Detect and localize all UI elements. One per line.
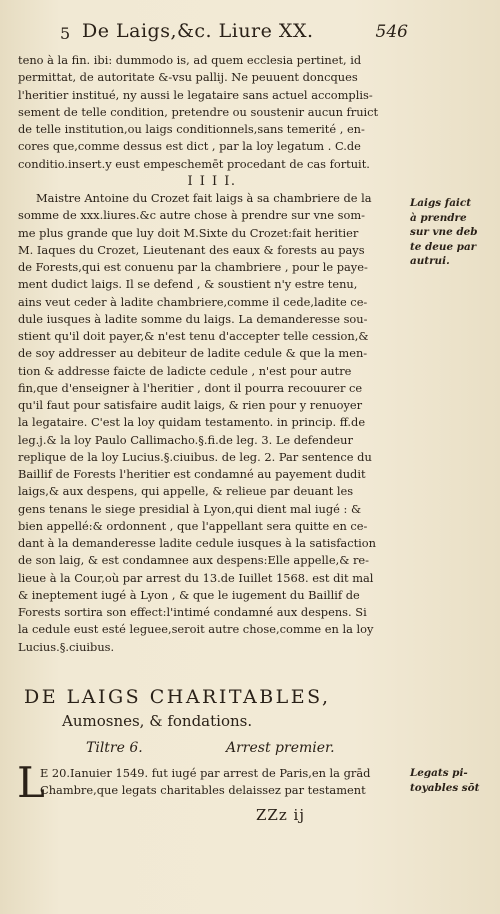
text-line: stient qu'il doit payer,& n'est tenu d'accepter telle cession,& — [18, 329, 369, 343]
text-line: & ineptement iugé à Lyon , & que le iugement du Baillif de — [18, 587, 360, 602]
text-line: replique de la loy Lucius.§.ciuibus. de leg. 2. Par sentence du — [18, 449, 372, 464]
signature-mark: ZZz ij — [256, 806, 305, 824]
text-line: sement de telle condition, pretendre ou soustenir aucun fruict — [18, 104, 379, 119]
text-line: conditio.insert.y eust empeschemēt procedant de cas fortuit. — [18, 156, 370, 171]
text-line: bien appellé:& ordonnent , que l'appellant sera quitte en ce- — [18, 518, 368, 533]
margin-note-line: toyables sōt — [410, 781, 480, 794]
drop-cap: L — [17, 758, 45, 807]
text-line: tion & addresse faicte de ladicte cedule , n'est pour autre — [18, 363, 352, 378]
text-line: ment dudict laigs. Il se defend , & soustient n'y estre tenu, — [18, 277, 358, 292]
margin-note-line: Legats pi- — [410, 767, 468, 779]
text-line: ains veut ceder à ladite chambriere,comme il cede,ladite ce- — [18, 294, 368, 309]
text-line: l'heritier institué, ny aussi le legataire sans actuel accomplis- — [18, 87, 373, 102]
text-line: de son laig, & est condamnee aux despens:Elle appelle,& re- — [18, 553, 369, 568]
text-line: dule iusques à ladite somme du laigs. La demanderesse sou- — [18, 311, 368, 326]
margin-note-laigs — [410, 196, 498, 269]
margin-note-line: sur vne deb — [410, 226, 478, 238]
text-line: gens tenans le siege presidial à Lyon,qui dient mal iugé : & — [18, 501, 362, 516]
text-line: de soy addresser au debiteur de ladite cedule & que la men- — [18, 346, 368, 361]
titre-label: Tiltre 6. — [86, 740, 143, 756]
text-line: Chambre,que legats charitables delaissez par testament — [40, 783, 366, 797]
text-line: fin,que d'enseigner à l'heritier , dont il pourra recouurer ce — [18, 380, 363, 395]
section-heading: DE LAIGS CHARITABLES, — [24, 686, 331, 708]
text-line: permittat, de autoritate &-vsu pallij. Ne peuuent doncques — [18, 70, 358, 85]
text-line: dant à la demanderesse ladite cedule iusques à la satisfaction — [18, 536, 377, 550]
text-line: leg.j.& la loy Paulo Callimacho.§.fi.de leg. 3. Le defendeur — [18, 432, 353, 447]
section-subheading: Aumosnes, & fondations. — [62, 712, 253, 730]
text-line: de telle institution,ou laigs conditionnels,sans temerité , en- — [18, 122, 365, 136]
text-line: teno à la fin. ibi: dummodo is, ad quem ecclesia pertinet, id — [18, 53, 362, 67]
text-line: de Forests,qui est conuenu par la chambriere , pour le paye- — [18, 260, 368, 274]
text-line: Forests sortira son effect:l'intimé condamné aux despens. Si — [18, 605, 367, 619]
running-title: De Laigs,&c. Liure XX. — [82, 20, 314, 42]
text-line: me plus grande que luy doit M.Sixte du Crozet:fait heritier — [18, 225, 359, 240]
text-line: lieue à la Cour,où par arrest du 13.de Iuillet 1568. est dit mal — [18, 570, 374, 585]
article-number: I I I I. — [187, 173, 237, 189]
text-line: M. Iaques du Crozet, Lieutenant des eaux & forests au pays — [18, 242, 365, 257]
body-text — [18, 52, 406, 656]
text-line: Maistre Antoine du Crozet fait laigs à sa chambriere de la — [36, 191, 372, 205]
text-line: qu'il faut pour satisfaire audit laigs, & rien pour y renuoyer — [18, 398, 363, 412]
text-line: la cedule eust esté leguee,seroit autre chose,comme en la loy — [18, 622, 374, 637]
page-mark-left: 5 — [60, 24, 71, 43]
text-line: somme de xxx.liures.&c autre chose à prendre sur vne som- — [18, 208, 365, 223]
margin-note-legats — [410, 766, 498, 795]
title-line — [86, 740, 356, 756]
margin-note-line: à prendre — [410, 211, 467, 224]
margin-note-line: te deue par — [410, 240, 477, 253]
text-line: E 20.Ianuier 1549. fut iugé par arrest de Paris,en la grād — [40, 766, 371, 780]
text-line: la legataire. C'est la loy quidam testamento. in princip. ff.de — [18, 415, 366, 430]
margin-note-line: Laigs faict — [410, 197, 471, 209]
text-line: laigs,& aux despens, qui appelle, & relieue par deuant les — [18, 484, 354, 499]
arrest-label: Arrest premier. — [226, 740, 335, 756]
text-line: Baillif de Forests l'heritier est condamné au payement dudit — [18, 467, 366, 481]
text-line: Lucius.§.ciuibus. — [18, 639, 115, 654]
final-paragraph — [40, 765, 412, 799]
page-number: 546 — [375, 22, 408, 42]
page-header — [60, 20, 408, 50]
text-line: cores que,comme dessus est dict , par la loy legatum . C.de — [18, 139, 361, 154]
margin-note-line: autrui. — [410, 255, 450, 267]
